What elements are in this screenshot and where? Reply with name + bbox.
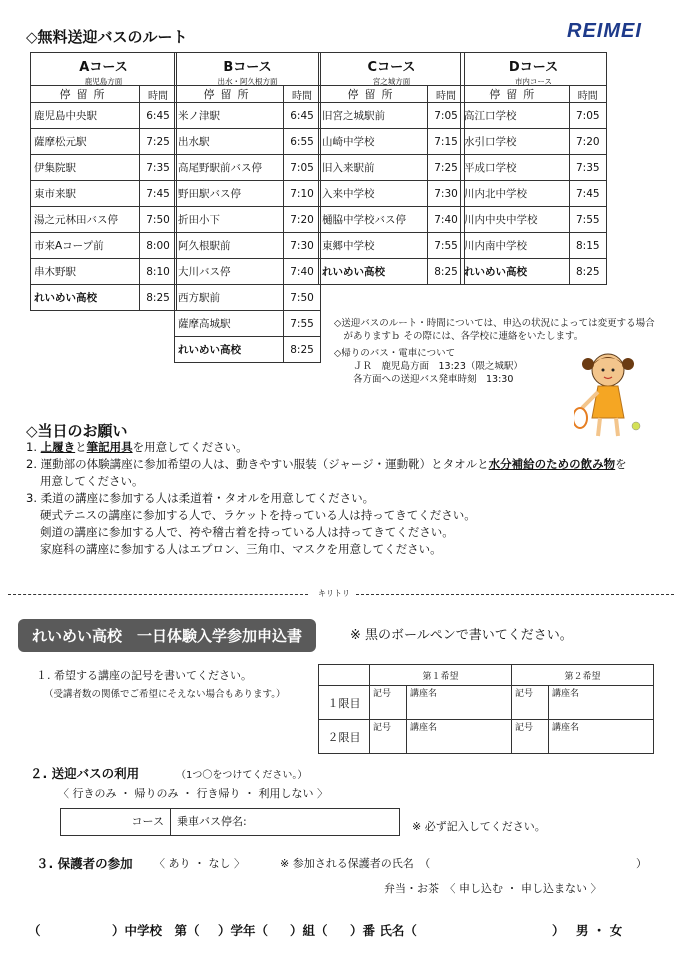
application-banner: れいめい高校 一日体験入学参加申込書 [18,619,316,652]
number-field[interactable] [318,921,354,939]
stop-time: 7:30 [428,181,465,207]
q2-note: （1つ〇をつけてください。） [176,770,308,781]
note-line: 各方面への送迎バス発車時刻 13:30 [334,374,514,385]
choice1-header: 第１希望 [370,665,512,686]
stop-time: 7:50 [140,207,177,233]
stop-time: 6:45 [140,103,177,129]
stop-time: 7:25 [140,129,177,155]
name-label: ）番 氏名（ [350,923,417,938]
table-row [319,207,465,233]
q1-note: （受講者数の関係でご希望にそえない場合もあります。） [44,689,286,700]
table-row [175,129,321,155]
sex-options[interactable]: 男 ・ 女 [576,923,623,938]
request-1-and: と [75,440,87,454]
table-row [175,103,321,129]
stop-name: 平成口学校 [461,155,570,181]
stop-name: 樋脇中学校バス停 [319,207,428,233]
stop-name: 市来Aコープ前 [31,233,140,259]
junior-high-field[interactable] [42,921,112,939]
stop-time: 7:45 [569,181,606,207]
stop-name: れいめい高校 [175,337,284,363]
stop-name: 川内北中学校 [461,181,570,207]
p2-c2-course-field[interactable] [549,720,654,754]
timetable [460,85,607,285]
table-row [461,181,607,207]
table-row [31,285,177,311]
table-row [319,103,465,129]
stop-name: 東郷中学校 [319,233,428,259]
course-header [30,52,177,86]
stop-time: 7:30 [284,233,321,259]
course-area: 鹿児島方面 [84,77,123,86]
class-label: ）組（ [290,923,328,938]
course-area: 出水・阿久根方面 [217,77,278,86]
stop-time: 7:40 [428,207,465,233]
stop-name: 山崎中学校 [319,129,428,155]
stop-time: 7:20 [569,129,606,155]
stop-time: 8:10 [140,259,177,285]
table-row [175,233,321,259]
table-row [175,311,321,337]
stop-name: 高江口学校 [461,103,570,129]
student-name-field[interactable] [440,921,550,939]
request-2-cont: 用意してください。 [40,474,144,488]
class-field[interactable] [260,921,290,939]
stop-name: 伊集院駅 [31,155,140,181]
table-row [175,337,321,363]
request-item-3: 3. 柔道の講座に参加する人は柔道着・タオルを用意してください。 [26,491,375,505]
course-name: Dコース [508,60,559,75]
table-row [461,233,607,259]
stop-name: 米ノ津駅 [175,103,284,129]
request-item-2 [26,456,666,473]
stop-header: 停留所 [461,86,570,103]
stop-time: 7:05 [569,103,606,129]
cut-label: キリトリ [318,589,350,598]
time-header: 時間 [140,86,177,103]
stop-time: 7:25 [428,155,465,181]
stop-name: 旧入来駅前 [319,155,428,181]
request-1-shoes: 上履き [40,440,76,454]
time-header: 時間 [428,86,465,103]
stop-header: 停留所 [175,86,284,103]
bus-stop-box [60,808,400,836]
p2-c1-code-field[interactable] [370,720,407,754]
table-row [31,259,177,285]
stop-name: 折田小下 [175,207,284,233]
stop-name: 薩摩高城駅 [175,311,284,337]
course-label: 講座名 [410,689,438,699]
stop-name: 湯之元林田バス停 [31,207,140,233]
table-row [175,155,321,181]
table-row [461,129,607,155]
school-logo: REIMEI [567,20,642,42]
tennis-girl-illustration [574,348,646,442]
note-line: ◇送迎バスのルート・時間については、申込の状況によっては変更する場合 [334,318,655,329]
request-2-drink: 水分補給のための飲み物 [488,457,616,471]
stop-name: 川内中央中学校 [461,207,570,233]
course-label: 講座名 [552,689,580,699]
stop-time: 8:25 [428,259,465,285]
request-3-details [26,507,666,558]
stop-time: 7:15 [428,129,465,155]
course-name: Cコース [367,60,416,75]
stop-time: 7:50 [284,285,321,311]
stop-time: 8:25 [284,337,321,363]
table-row [319,233,465,259]
stop-time: 8:15 [569,233,606,259]
timetable [318,85,465,285]
bus-stop-field[interactable]: 乗車バス停名: [177,815,247,828]
timetable [30,85,177,311]
stop-name: 川内南中学校 [461,233,570,259]
table-row [461,207,607,233]
lunch-options[interactable]: 弁当・お茶 〈 申し込む ・ 申し込まない 〉 [384,882,602,895]
stop-name: 串木野駅 [31,259,140,285]
stop-name: 鹿児島中央駅 [31,103,140,129]
table-row [175,181,321,207]
table-row [461,103,607,129]
cut-line-left [8,594,308,595]
course-name: Bコース [223,60,272,75]
course-label: 講座名 [552,723,580,733]
stop-time: 7:10 [284,181,321,207]
request-3-line: 剣道の講座に参加する人で、袴や稽古着を持っている人は持ってきてください。 [40,525,454,539]
stop-name: 旧宮之城駅前 [319,103,428,129]
stop-time: 7:05 [428,103,465,129]
stop-name: 高尾野駅前バス停 [175,155,284,181]
stop-time: 7:55 [428,233,465,259]
p2-c2-code-field[interactable] [512,720,549,754]
stop-header: 停留所 [319,86,428,103]
guardian-name-close: ） [636,857,647,870]
guardian-name-label: ※ 参加される保護者の氏名 （ [280,857,431,870]
period2-label: ２限目 [319,720,370,754]
stop-header: 停留所 [31,86,140,103]
request-2-text: 2. 運動部の体験講座に参加希望の人は、動きやすい服装（ジャージ・運動靴）とタオルと [26,457,489,471]
table-corner [319,665,370,686]
stop-name: れいめい高校 [31,285,140,311]
code-label: 記号 [515,723,534,733]
note-line: ◇帰りのバス・電車について [334,348,456,359]
q2-title: ２. 送迎バスの利用 [30,766,140,781]
course-area: 市内コース [514,77,553,86]
course-header [318,52,465,86]
stop-name: 野田駅バス停 [175,181,284,207]
table-row [175,207,321,233]
request-1-stationery: 筆記用具 [86,440,133,454]
name-paren-close: ） [552,923,565,938]
junior-high-label: ）中学校 第（ [112,923,200,938]
request-1-num: 1. [26,440,41,454]
cut-line-right [356,594,674,595]
request-3-line: 家庭科の講座に参加する人はエプロン、三角巾、マスクを用意してください。 [40,542,442,556]
stop-name: 水引口学校 [461,129,570,155]
request-1-rest: を用意してください。 [132,440,248,454]
table-row [31,129,177,155]
code-label: 記号 [373,723,392,733]
course-area: 宮之城方面 [372,77,411,86]
course-d [460,52,607,285]
stop-time: 7:35 [569,155,606,181]
p1-c2-course-field[interactable] [549,686,654,720]
stop-time: 8:00 [140,233,177,259]
stop-name: 薩摩松元駅 [31,129,140,155]
stop-time: 6:55 [284,129,321,155]
table-row [31,181,177,207]
table-row [461,259,607,285]
request-item-1 [26,439,666,456]
stop-name: 出水駅 [175,129,284,155]
must-fill-note: ※ 必ず記入してください。 [412,820,546,833]
stop-time: 7:45 [140,181,177,207]
code-label: 記号 [515,689,534,699]
stop-time: 7:55 [284,311,321,337]
note-line: がありますｂ その際には、各学校に連絡をいたします。 [334,331,584,342]
course-choice-table [318,664,654,754]
stop-time: 7:55 [569,207,606,233]
requests-list [26,439,666,558]
stop-name: 西方駅前 [175,285,284,311]
period1-label: １限目 [319,686,370,720]
time-header: 時間 [284,86,321,103]
stop-time: 8:25 [140,285,177,311]
table-row [461,155,607,181]
course-name: Aコース [79,60,128,75]
table-row [31,207,177,233]
time-header: 時間 [569,86,606,103]
section-title-requests: ◇当日のお願い [26,422,128,440]
table-row [31,103,177,129]
table-row [175,259,321,285]
p2-c1-course-field[interactable] [407,720,512,754]
stop-name: 大川バス停 [175,259,284,285]
grade-label: ）学年（ [218,923,269,938]
q1-text: １. 希望する講座の記号を書いてください。 [36,669,252,682]
table-row [31,233,177,259]
table-row [319,155,465,181]
stop-name: 東市来駅 [31,181,140,207]
stop-name: 阿久根駅前 [175,233,284,259]
table-row [175,285,321,311]
q2-options[interactable]: 〈 行きのみ ・ 帰りのみ ・ 行き帰り ・ 利用しない 〉 [58,787,328,800]
student-paren-open: （ [28,923,41,938]
stop-name: れいめい高校 [319,259,428,285]
stop-time: 7:20 [284,207,321,233]
p1-c2-code-field[interactable] [512,686,549,720]
course-b [174,52,321,363]
note-line: ＪＲ 鹿児島方面 13:23（隈之城駅） [334,361,523,372]
table-row [319,181,465,207]
stop-name: れいめい高校 [461,259,570,285]
request-2-wo: を [615,457,627,471]
table-row [319,129,465,155]
stop-time: 7:35 [140,155,177,181]
course-c [318,52,465,285]
course-cell[interactable]: コース [61,809,171,835]
request-3-line: 硬式テニスの講座に参加する人で、ラケットを持っている人は持ってきてください。 [40,508,476,522]
stop-name: 入来中学校 [319,181,428,207]
course-a [30,52,177,311]
p1-c1-code-field[interactable] [370,686,407,720]
section-title-bus-route: ◇無料送迎バスのルート [26,28,188,46]
q3-options[interactable]: 〈 あり ・ なし 〉 [154,857,245,870]
choice2-header: 第２希望 [512,665,654,686]
stop-time: 7:05 [284,155,321,181]
pen-note: ※ 黒のボールペンで書いてください。 [350,628,573,643]
stop-time: 7:40 [284,259,321,285]
timetable [174,85,321,363]
code-label: 記号 [373,689,392,699]
guardian-name-field[interactable] [470,852,630,870]
table-row [31,155,177,181]
course-header [174,52,321,86]
stop-time: 8:25 [569,259,606,285]
table-row [319,259,465,285]
course-label: 講座名 [410,723,438,733]
student-info-line [28,921,668,941]
p1-c1-course-field[interactable] [407,686,512,720]
course-header [460,52,607,86]
stop-time: 6:45 [284,103,321,129]
q3-title: ３. 保護者の参加 [36,856,133,871]
